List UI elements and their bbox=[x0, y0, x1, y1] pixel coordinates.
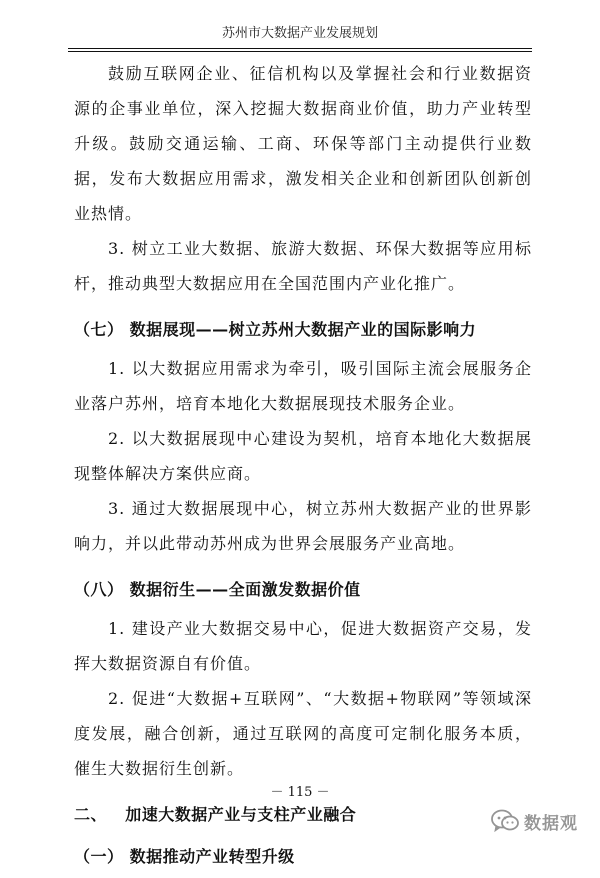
chapter-heading: 二、 加速大数据产业与支柱产业融合 bbox=[74, 805, 357, 824]
page-header bbox=[0, 0, 600, 44]
header-rule bbox=[68, 48, 532, 52]
document-body bbox=[74, 56, 532, 878]
section-heading: （八） 数据衍生——全面激发数据价值 bbox=[74, 580, 361, 599]
body-paragraph: 3. 树立工业大数据、旅游大数据、环保大数据等应用标杆，推动典型大数据应用在全国范围内产业化推广。 bbox=[74, 239, 532, 293]
body-paragraph: 鼓励互联网企业、征信机构以及掌握社会和行业数据资源的企事业单位，深入挖掘大数据商业价值，助力产业转型升级。鼓励交通运输、工商、环保等部门主动提供行业数据，发布大数据应用需求，激发相关企业和创新团队创新创业热情。 bbox=[74, 64, 532, 223]
body-paragraph: 1. 以大数据应用需求为牵引，吸引国际主流会展服务企业落户苏州，培育本地化大数据展现技术服务企业。 bbox=[74, 359, 532, 413]
body-paragraph: 1. 建设产业大数据交易中心，促进大数据资产交易，发挥大数据资源自有价值。 bbox=[74, 619, 532, 673]
header-title: 苏州市大数据产业发展规划 bbox=[221, 26, 378, 41]
page-number: － 115 － bbox=[270, 785, 330, 800]
body-paragraph: 2. 以大数据展现中心建设为契机，培育本地化大数据展现整体解决方案供应商。 bbox=[74, 429, 532, 483]
watermark-text: 数据观 bbox=[524, 813, 578, 834]
wechat-icon bbox=[490, 808, 520, 834]
body-paragraph: 3. 通过大数据展现中心，树立苏州大数据产业的世界影响力，并以此带动苏州成为世界会展服务产业高地。 bbox=[74, 499, 532, 553]
section-heading: （七） 数据展现——树立苏州大数据产业的国际影响力 bbox=[74, 320, 477, 339]
watermark bbox=[490, 806, 578, 836]
section-heading: （一） 数据推动产业转型升级 bbox=[74, 847, 295, 866]
body-paragraph: 2. 促进“大数据+互联网”、“大数据+物联网”等领域深度发展，融合创新，通过互联网的高度可定制化服务本质，催生大数据衍生创新。 bbox=[74, 689, 532, 778]
